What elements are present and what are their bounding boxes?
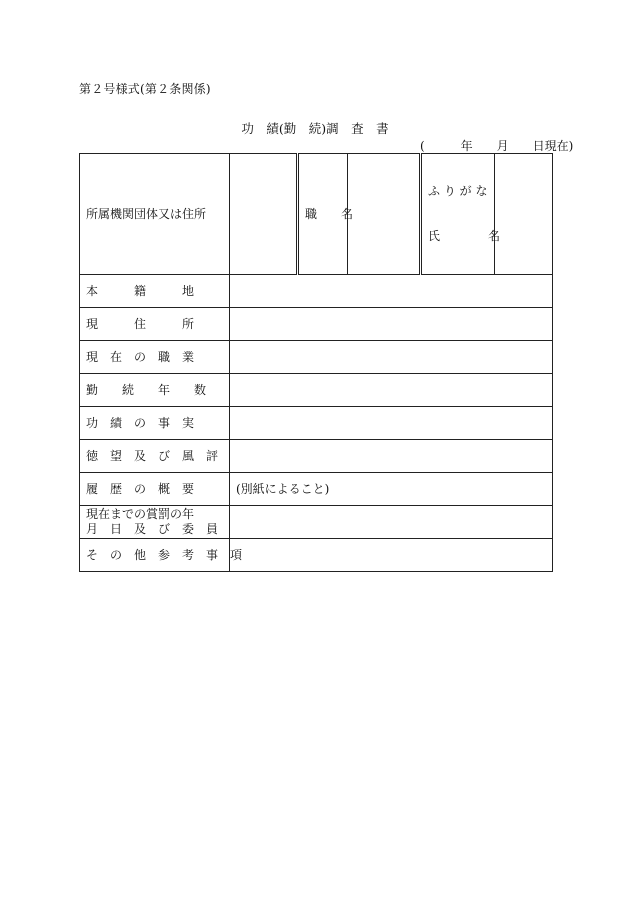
occupation-label: 現 在 の 職 業: [80, 341, 230, 374]
table-header-row: [80, 154, 553, 275]
awards-value[interactable]: [230, 506, 553, 539]
table-row: [80, 440, 553, 473]
document-title: 功 績(勤 続)調 査 書: [241, 121, 389, 136]
furigana-label: ふ り が な: [428, 184, 488, 198]
domicile-label: 本 籍 地: [80, 275, 230, 308]
awards-label: 現在までの賞罰の年 月 日 及 び 委 員: [80, 506, 230, 539]
domicile-value[interactable]: [230, 275, 553, 308]
reputation-value[interactable]: [230, 440, 553, 473]
full-name-label: 氏 名: [428, 229, 501, 243]
position-label: 職 名: [298, 154, 348, 275]
service-years-label: 勤 続 年 数: [80, 374, 230, 407]
address-label: 現 住 所: [80, 308, 230, 341]
career-summary-label: 履 歴 の 概 要: [80, 473, 230, 506]
reputation-label: 徳 望 及 び 風 評: [80, 440, 230, 473]
merit-facts-value[interactable]: [230, 407, 553, 440]
merit-facts-label: 功 績 の 事 実: [80, 407, 230, 440]
as-of-date-line: ( 年 月 日現在): [420, 139, 574, 153]
table-row: [80, 473, 553, 506]
table-row: [80, 275, 553, 308]
occupation-value[interactable]: [230, 341, 553, 374]
affiliation-label: 所属機関団体又は住所: [80, 154, 230, 275]
affiliation-value[interactable]: [230, 154, 298, 275]
position-value[interactable]: [348, 154, 421, 275]
table-row: [80, 506, 553, 539]
other-notes-label: そ の 他 参 考 事 項: [80, 539, 230, 572]
table-row: [80, 407, 553, 440]
table-row: [80, 374, 553, 407]
table-row: [80, 539, 553, 572]
form-reference: 第２号様式(第２条関係): [79, 82, 211, 96]
name-value[interactable]: [495, 154, 553, 275]
career-summary-value[interactable]: (別紙によること): [230, 473, 553, 506]
table-row: [80, 341, 553, 374]
survey-table: [79, 153, 553, 572]
address-value[interactable]: [230, 308, 553, 341]
service-years-value[interactable]: [230, 374, 553, 407]
other-notes-value[interactable]: [230, 539, 553, 572]
table-row: [80, 308, 553, 341]
name-label: [421, 154, 501, 275]
